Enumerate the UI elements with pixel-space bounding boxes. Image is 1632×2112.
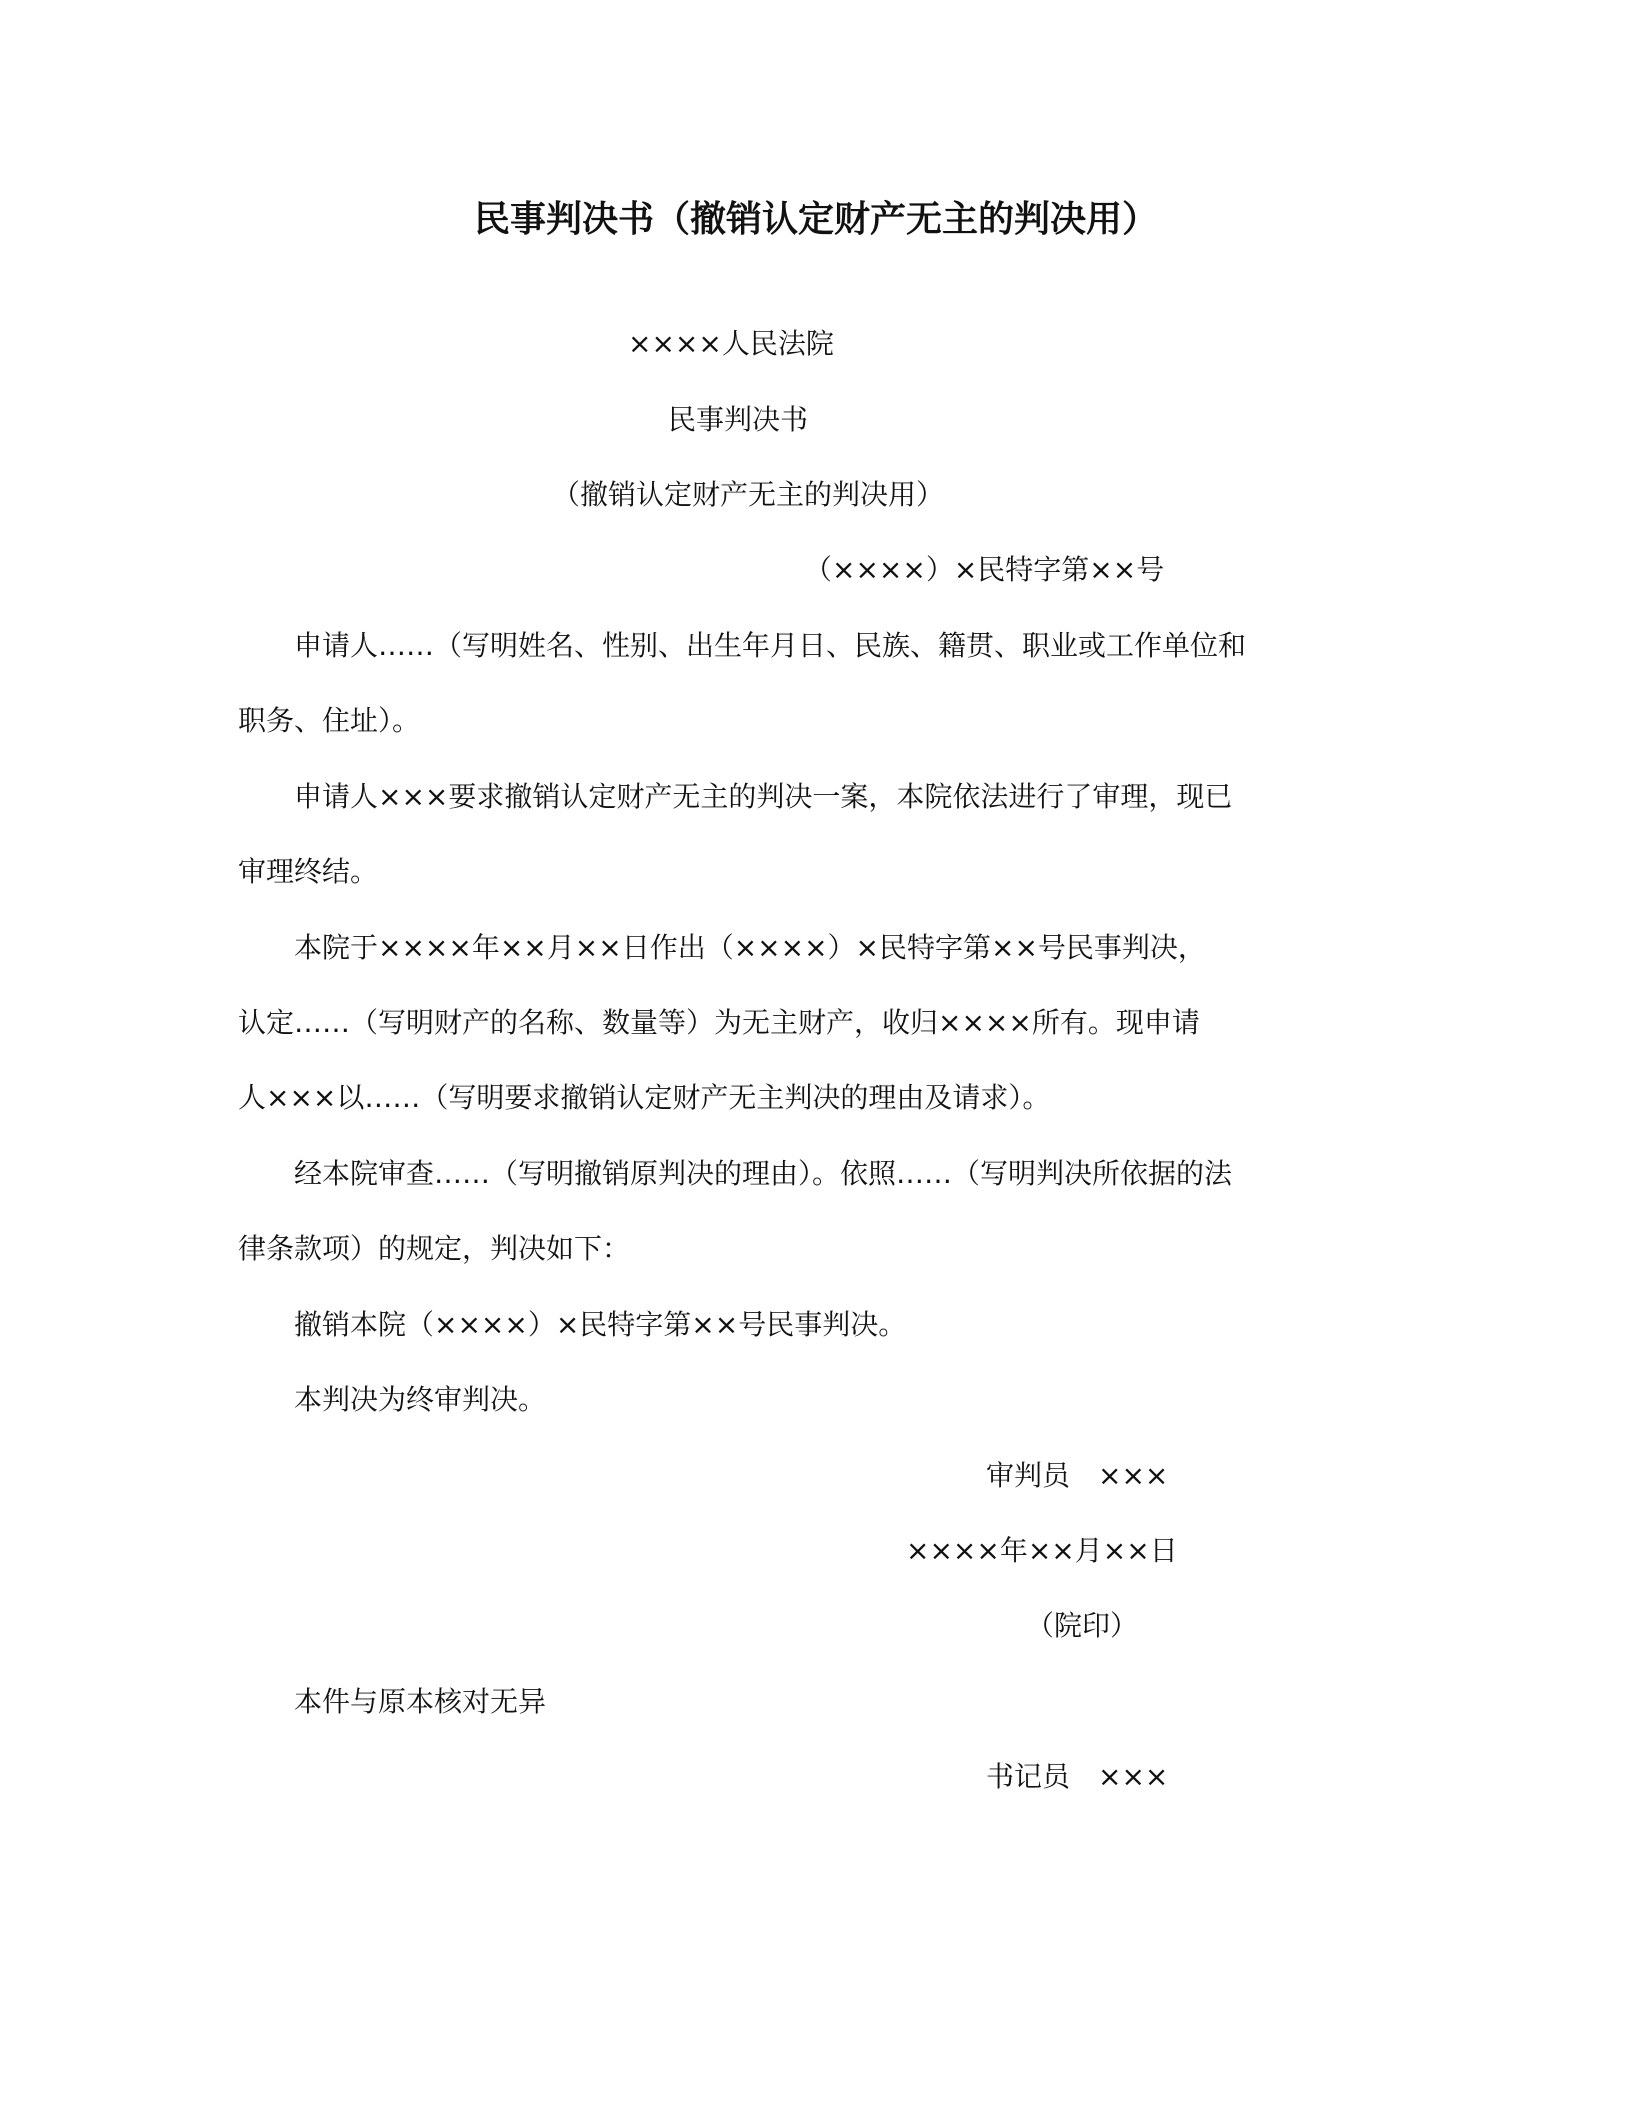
finality-text: 本判决为终审判决。: [294, 1383, 547, 1416]
court-name: ××××人民法院: [628, 327, 834, 360]
applicant-paragraph-line-2: 职务、住址）。: [238, 704, 421, 737]
document-subtype: （撤销认定财产无主的判决用）: [552, 478, 945, 511]
facts-paragraph-line-1: 本院于××××年××月××日作出（××××）×民特字第××号民事判决，: [294, 931, 1206, 964]
document-type: 民事判决书: [668, 403, 809, 436]
clerk-signature: 书记员 ×××: [986, 1760, 1169, 1793]
verification-note: 本件与原本核对无异: [294, 1685, 547, 1718]
reasoning-paragraph-line-1: 经本院审查……（写明撤销原判决的理由）。依照……（写明判决所依据的法: [294, 1157, 1233, 1190]
court-seal: （院印）: [1026, 1609, 1139, 1642]
document-title: 民事判决书（撤销认定财产无主的判决用）: [473, 199, 1158, 240]
applicant-paragraph-line-1: 申请人……（写明姓名、性别、出生年月日、民族、籍贯、职业或工作单位和: [294, 629, 1247, 662]
reasoning-paragraph-line-2: 律条款项）的规定，判决如下：: [238, 1232, 631, 1265]
case-paragraph-line-1: 申请人×××要求撤销认定财产无主的判决一案，本院依法进行了审理，现已: [294, 780, 1233, 813]
facts-paragraph-line-2: 认定……（写明财产的名称、数量等）为无主财产，收归××××所有。现申请: [238, 1006, 1200, 1039]
facts-paragraph-line-3: 人×××以……（写明要求撤销认定财产无主判决的理由及请求）。: [238, 1081, 1051, 1114]
judgment-text: 撤销本院（××××）×民特字第××号民事判决。: [294, 1308, 907, 1341]
case-paragraph-line-2: 审理终结。: [238, 855, 379, 888]
judgment-date: ××××年××月××日: [906, 1534, 1178, 1567]
judge-signature: 审判员 ×××: [986, 1459, 1169, 1492]
case-number: （××××）×民特字第××号: [804, 553, 1165, 586]
